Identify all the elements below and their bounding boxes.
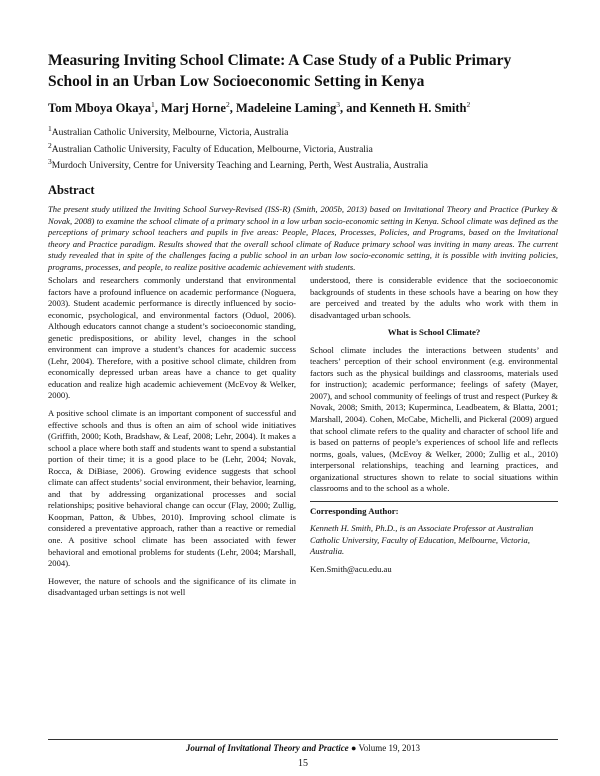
author-name: Marj Horne	[161, 101, 226, 116]
affiliation-text: Murdoch University, Centre for University Teaching and Learning, Perth, West Australia, Australia	[51, 161, 428, 172]
affiliation	[48, 157, 558, 171]
body-paragraph: A positive school climate is an important component of successful and effective schools and thus is often an aim of school wide initiatives (Griffith, 2000; Koth, Bradshaw, & Leaf, 2008; Lehr, 2004). It makes a school a place where both staff and students want to spend a substantial portion of their time; it is a good place to be (Lehr, 2004; Novak, Rocca, & DiBiase, 2006). Growing evidence suggests that school climate can affect students’ social environment, their behavior, learning, and that by addressing organizational processes and social relationships; positive behavioral change can occur (Flay, 2000; Zullig, Koopman, Patton, & Ubbes, 2010). Improving school climate is considered a preventative approach, rather than a reactive or remedial one. A positive school climate has been associated with fewer behavioral and emotional problems for students (Lehr, 2004; Marshall, 2004).	[48, 408, 296, 569]
journal-footer	[48, 739, 558, 753]
left-column	[48, 275, 296, 605]
author-separator: , and	[340, 101, 370, 116]
author-affiliation-mark: 2	[466, 100, 471, 109]
affiliation	[48, 141, 558, 155]
affiliation-text: Australian Catholic University, Melbourne, Victoria, Australia	[51, 128, 289, 139]
affiliation	[48, 124, 558, 138]
author-name: Kenneth H. Smith	[369, 101, 467, 116]
author-list	[48, 100, 558, 116]
author-separator: ,	[229, 101, 236, 116]
author-affiliation-mark: 2	[225, 100, 230, 109]
body-paragraph: Scholars and researchers commonly understand that environmental factors have a profound influence on academic performance (Noguera, 2003). Student academic performance is directly influenced by socio-economic, psychological, and environmental factors (Oduol, 2006). Although educators cannot change a student’s socioeconomic standing, genetic predispositions, or ability level, changes in the school environment can improve a student’s chances for academic success (Lehr, 2004). Therefore, with a positive school climate, children from economically depressed urban areas have a chance to get quality education and realize high academic achievement (McEvoy & Welker, 2000).	[48, 275, 296, 401]
author-name: Madeleine Laming	[235, 101, 337, 116]
paper-title: Measuring Inviting School Climate: A Case Study of a Public Primary School in an Urban Low Socioeconomic Setting in Kenya	[48, 52, 512, 90]
journal-name: Journal of Invitational Theory and Practice	[185, 743, 349, 753]
body-paragraph: However, the nature of schools and the significance of its climate in disadvantaged urban settings is not well	[48, 575, 296, 598]
corresponding-author-text: Kenneth H. Smith, Ph.D., is an Associate Professor at Australian Catholic University, Faculty of Education, Melbourne, Victoria, Australia.	[310, 523, 534, 557]
corresponding-author-box	[310, 501, 558, 576]
body-paragraph: understood, there is considerable evidence that the socioeconomic backgrounds of students in these schools have a bearing on how they are perceived and treated by the adults who work with them in disadvantaged urban schools.	[310, 275, 558, 320]
corresponding-author-email[interactable]: Ken.Smith@acu.edu.au	[310, 564, 392, 575]
abstract-text: The present study utilized the Inviting School Survey-Revised (ISS-R) (Smith, 2005b, 2013) based on Invitational Theory and Practice (Purkey & Novak, 2008) to examine the school climate of a primary school in a low urban socio-economic setting in Kenya. School climate was defined as the perceptions of primary school teachers and pupils in five areas: People, Places, Processes, Policies, and Programs, based on the Invitational theory and Practice paradigm. Results showed that the overall school climate of Raduce primary school was inviting in many areas. The current study revealed that in spite of the challenges facing a public school in an urban low socio-economic setting, it is possible with inviting policies, programs, processes, and people, to realize positive academic achievement with students.	[48, 204, 558, 272]
affiliation-number: 3	[48, 157, 52, 166]
corresponding-author-heading: Corresponding Author:	[310, 505, 399, 516]
section-heading: What is School Climate?	[387, 327, 481, 338]
affiliation-text: Australian Catholic University, Faculty of Education, Melbourne, Victoria, Australia	[51, 145, 373, 156]
author-affiliation-mark: 1	[151, 100, 155, 109]
journal-volume: Volume 19, 2013	[358, 743, 421, 753]
author-separator: ,	[154, 101, 162, 116]
author-affiliation-mark: 3	[336, 100, 341, 109]
right-column	[310, 275, 558, 582]
bullet-separator: ●	[348, 743, 359, 753]
page-number: 15	[298, 758, 308, 769]
author-name: Tom Mboya Okaya	[48, 101, 152, 116]
affiliation-number: 2	[48, 141, 52, 150]
affiliation-number: 1	[48, 124, 52, 133]
body-paragraph: School climate includes the interactions between students’ and teachers’ perception of their school environment (e.g. environmental factors such as the physical buildings and classrooms, materials used for instruction); academic performance; feelings of safety (Mayer, 2007), and school community of feelings of trust and respect (Purkey & Novak, 2008; Smith, 2013; Kuperminca, Leadbeatem, & Blatta, 2001; Marshall, 2004). Cohen, McCabe, Michelli, and Pickeral (2009) argued that school climate refers to the quality and character of school life and is based on patterns of people’s experiences of school life and reflects norms, goals, values, (McEvoy & Welker, 2000; Zullig et al., 2010) interpersonal relationships, teaching and learning practices, and organizational structures shown to relate to social situations within classrooms and to the school as a whole.	[310, 344, 558, 494]
abstract-heading: Abstract	[48, 183, 95, 197]
